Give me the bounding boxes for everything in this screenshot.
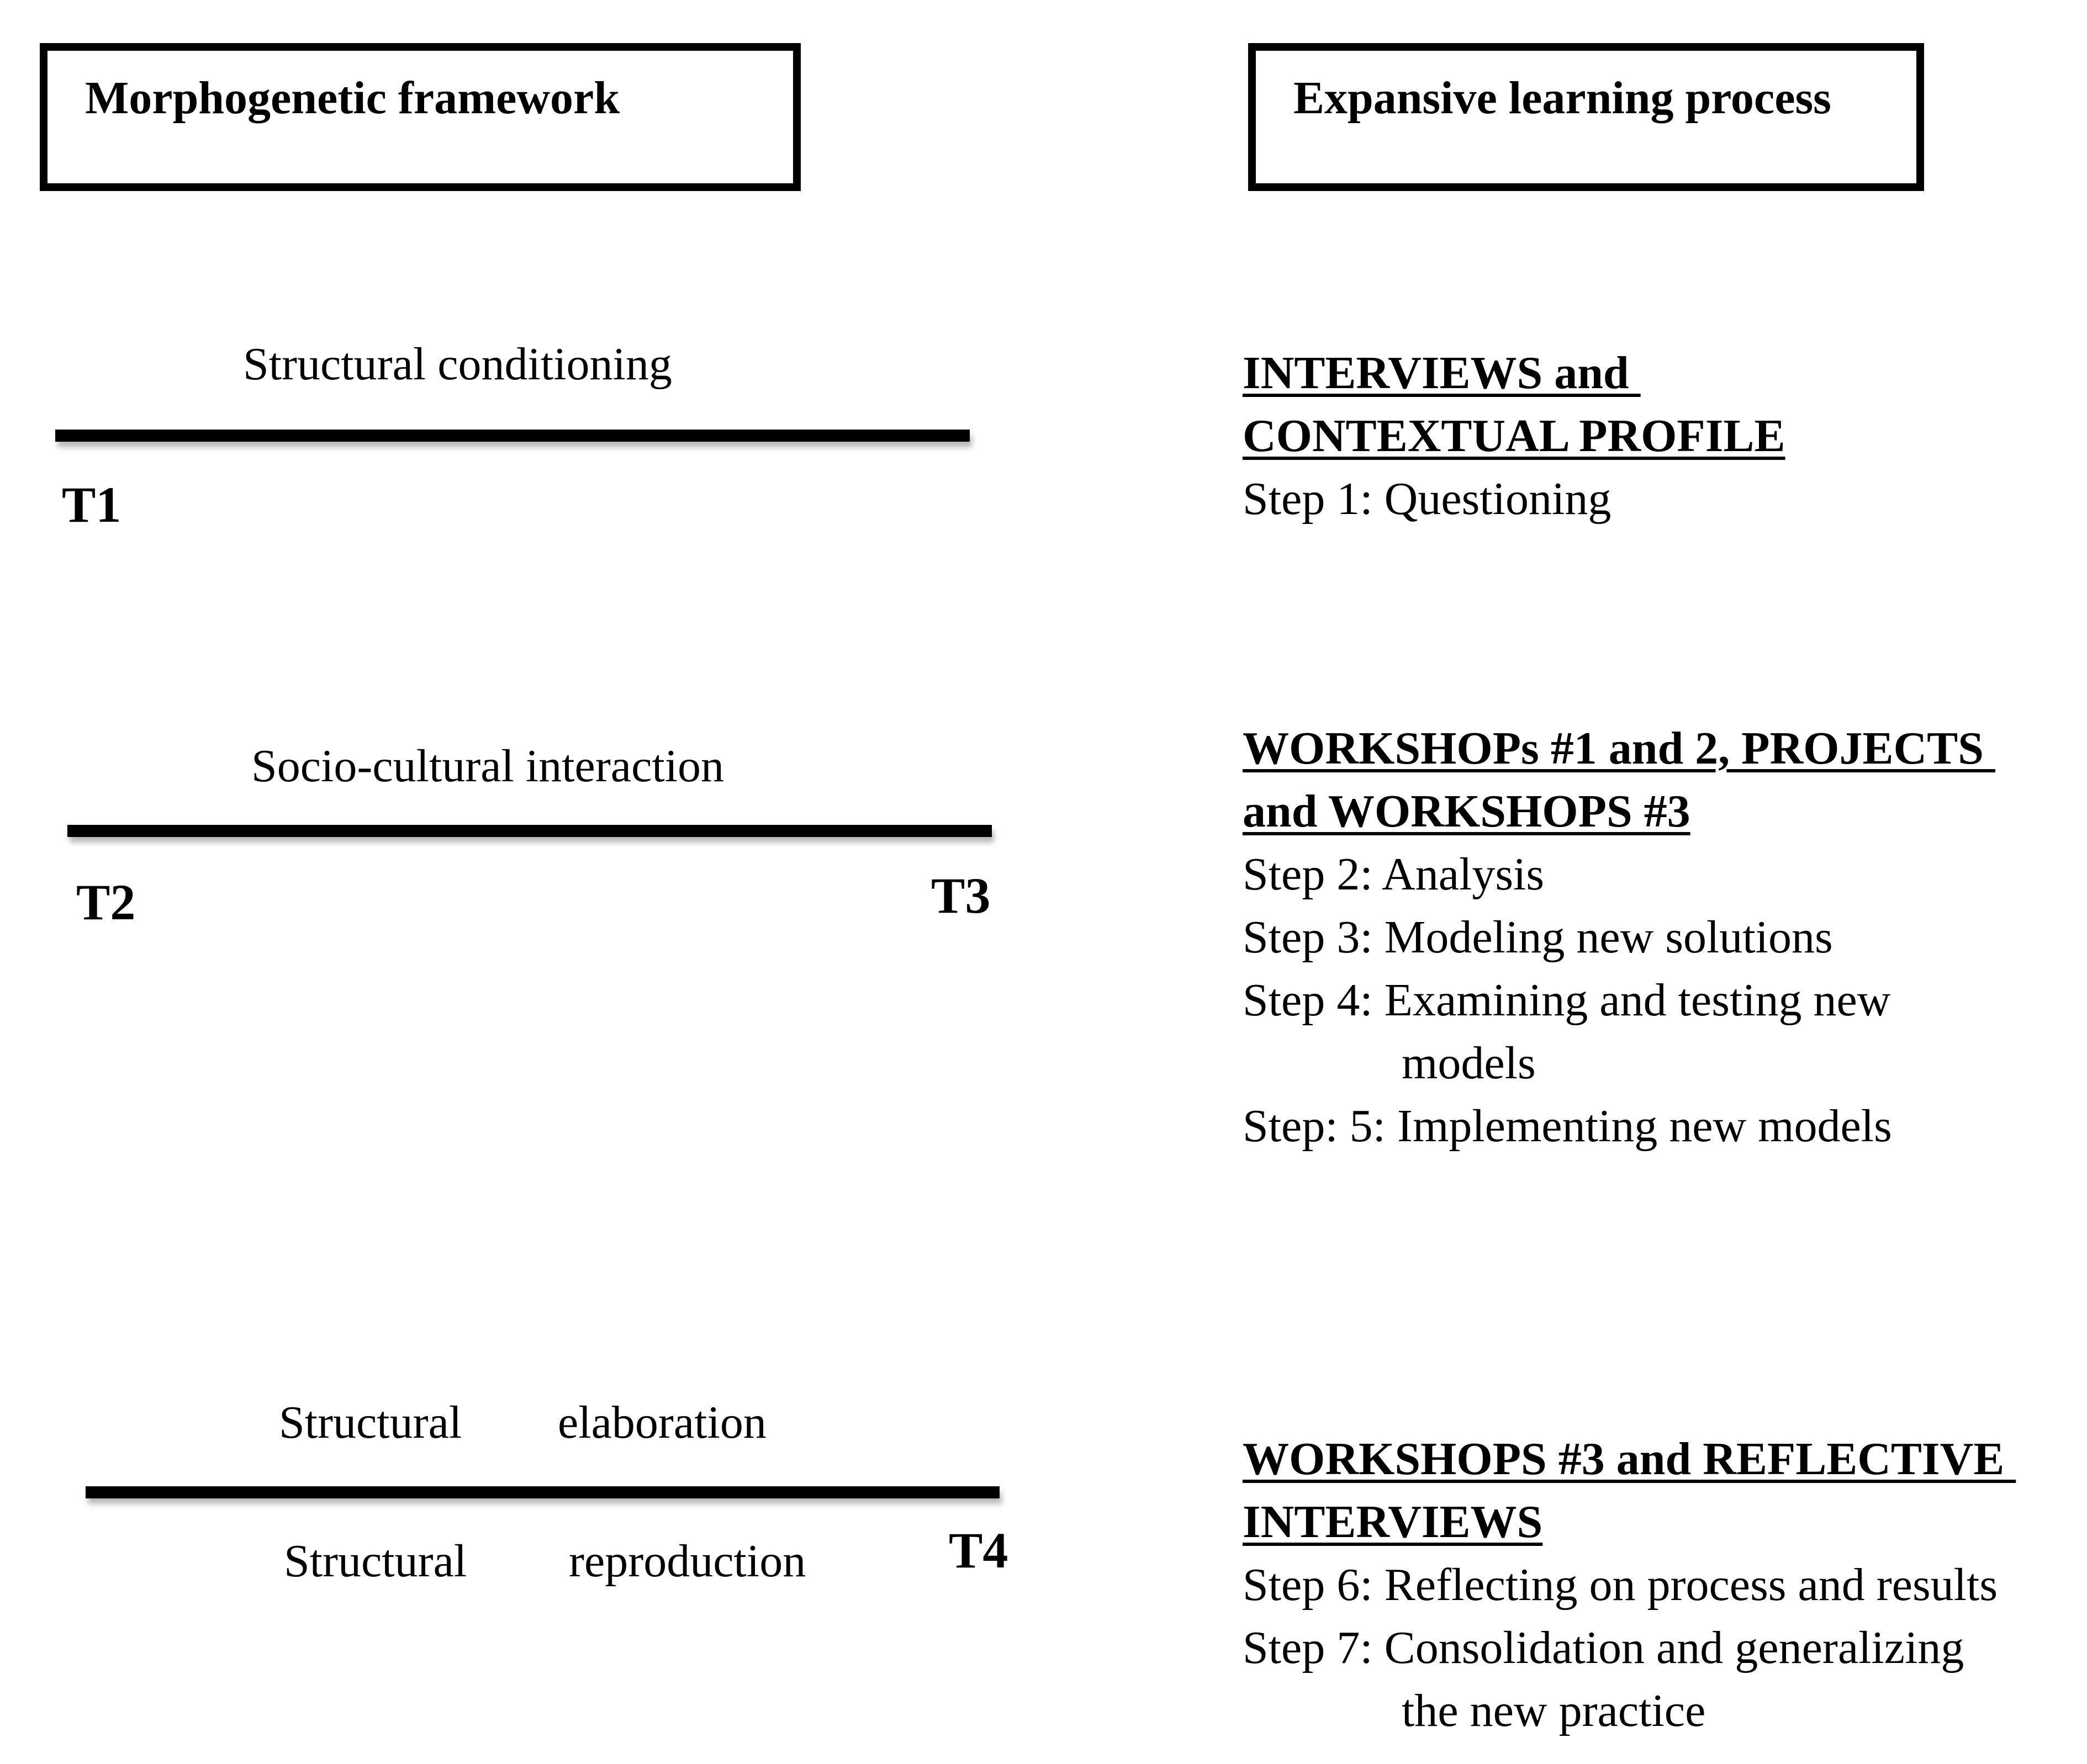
expansive-block-1: [1243, 342, 2077, 531]
structural-reproduction-word2: reproduction: [569, 1535, 806, 1587]
marker-t3: T3: [931, 867, 991, 924]
block2-heading-line1: WORKSHOPs #1 and 2, PROJECTS: [1243, 723, 1995, 774]
expansive-learning-title: Expansive learning process: [1293, 72, 1831, 124]
step-1: Step 1: Questioning: [1243, 473, 1612, 525]
step-5: Step: 5: Implementing new models: [1243, 1100, 1892, 1152]
step-7-continuation: the new practice: [1402, 1685, 1706, 1736]
step-4: Step 4: Examining and testing new: [1243, 974, 1891, 1026]
timeline-phase1: [55, 430, 970, 442]
morphogenetic-framework-title: Morphogenetic framework: [85, 72, 620, 124]
expansive-block-3: [1243, 1428, 2077, 1742]
block1-heading-line1: INTERVIEWS and: [1243, 347, 1641, 399]
structural-reproduction-word1: Structural: [284, 1535, 467, 1587]
step-6: Step 6: Reflecting on process and results: [1243, 1559, 1998, 1611]
expansive-learning-header: [1248, 43, 1924, 191]
socio-cultural-interaction-label: Socio-cultural interaction: [251, 740, 725, 792]
timeline-phase2: [67, 825, 992, 837]
step-7: Step 7: Consolidation and generalizing: [1243, 1622, 1964, 1673]
structural-conditioning-label: Structural conditioning: [243, 338, 672, 390]
marker-t2: T2: [76, 874, 136, 930]
marker-t1: T1: [62, 476, 121, 533]
step-2: Step 2: Analysis: [1243, 849, 1545, 900]
block3-heading-line2: INTERVIEWS: [1243, 1496, 1543, 1548]
block2-heading-line2: and WORKSHOPS #3: [1243, 786, 1690, 837]
morphogenetic-framework-header: [40, 43, 801, 191]
step-4-continuation: models: [1402, 1037, 1536, 1089]
structural-elaboration-word1: Structural: [279, 1397, 462, 1448]
block1-heading-line2: CONTEXTUAL PROFILE: [1243, 410, 1785, 462]
structural-elaboration-word2: elaboration: [558, 1397, 767, 1448]
timeline-phase3: [86, 1486, 1000, 1498]
expansive-block-2: [1243, 717, 2077, 1158]
step-3: Step 3: Modeling new solutions: [1243, 912, 1833, 963]
marker-t4: T4: [949, 1522, 1008, 1578]
block3-heading-line1: WORKSHOPS #3 and REFLECTIVE: [1243, 1433, 2016, 1485]
